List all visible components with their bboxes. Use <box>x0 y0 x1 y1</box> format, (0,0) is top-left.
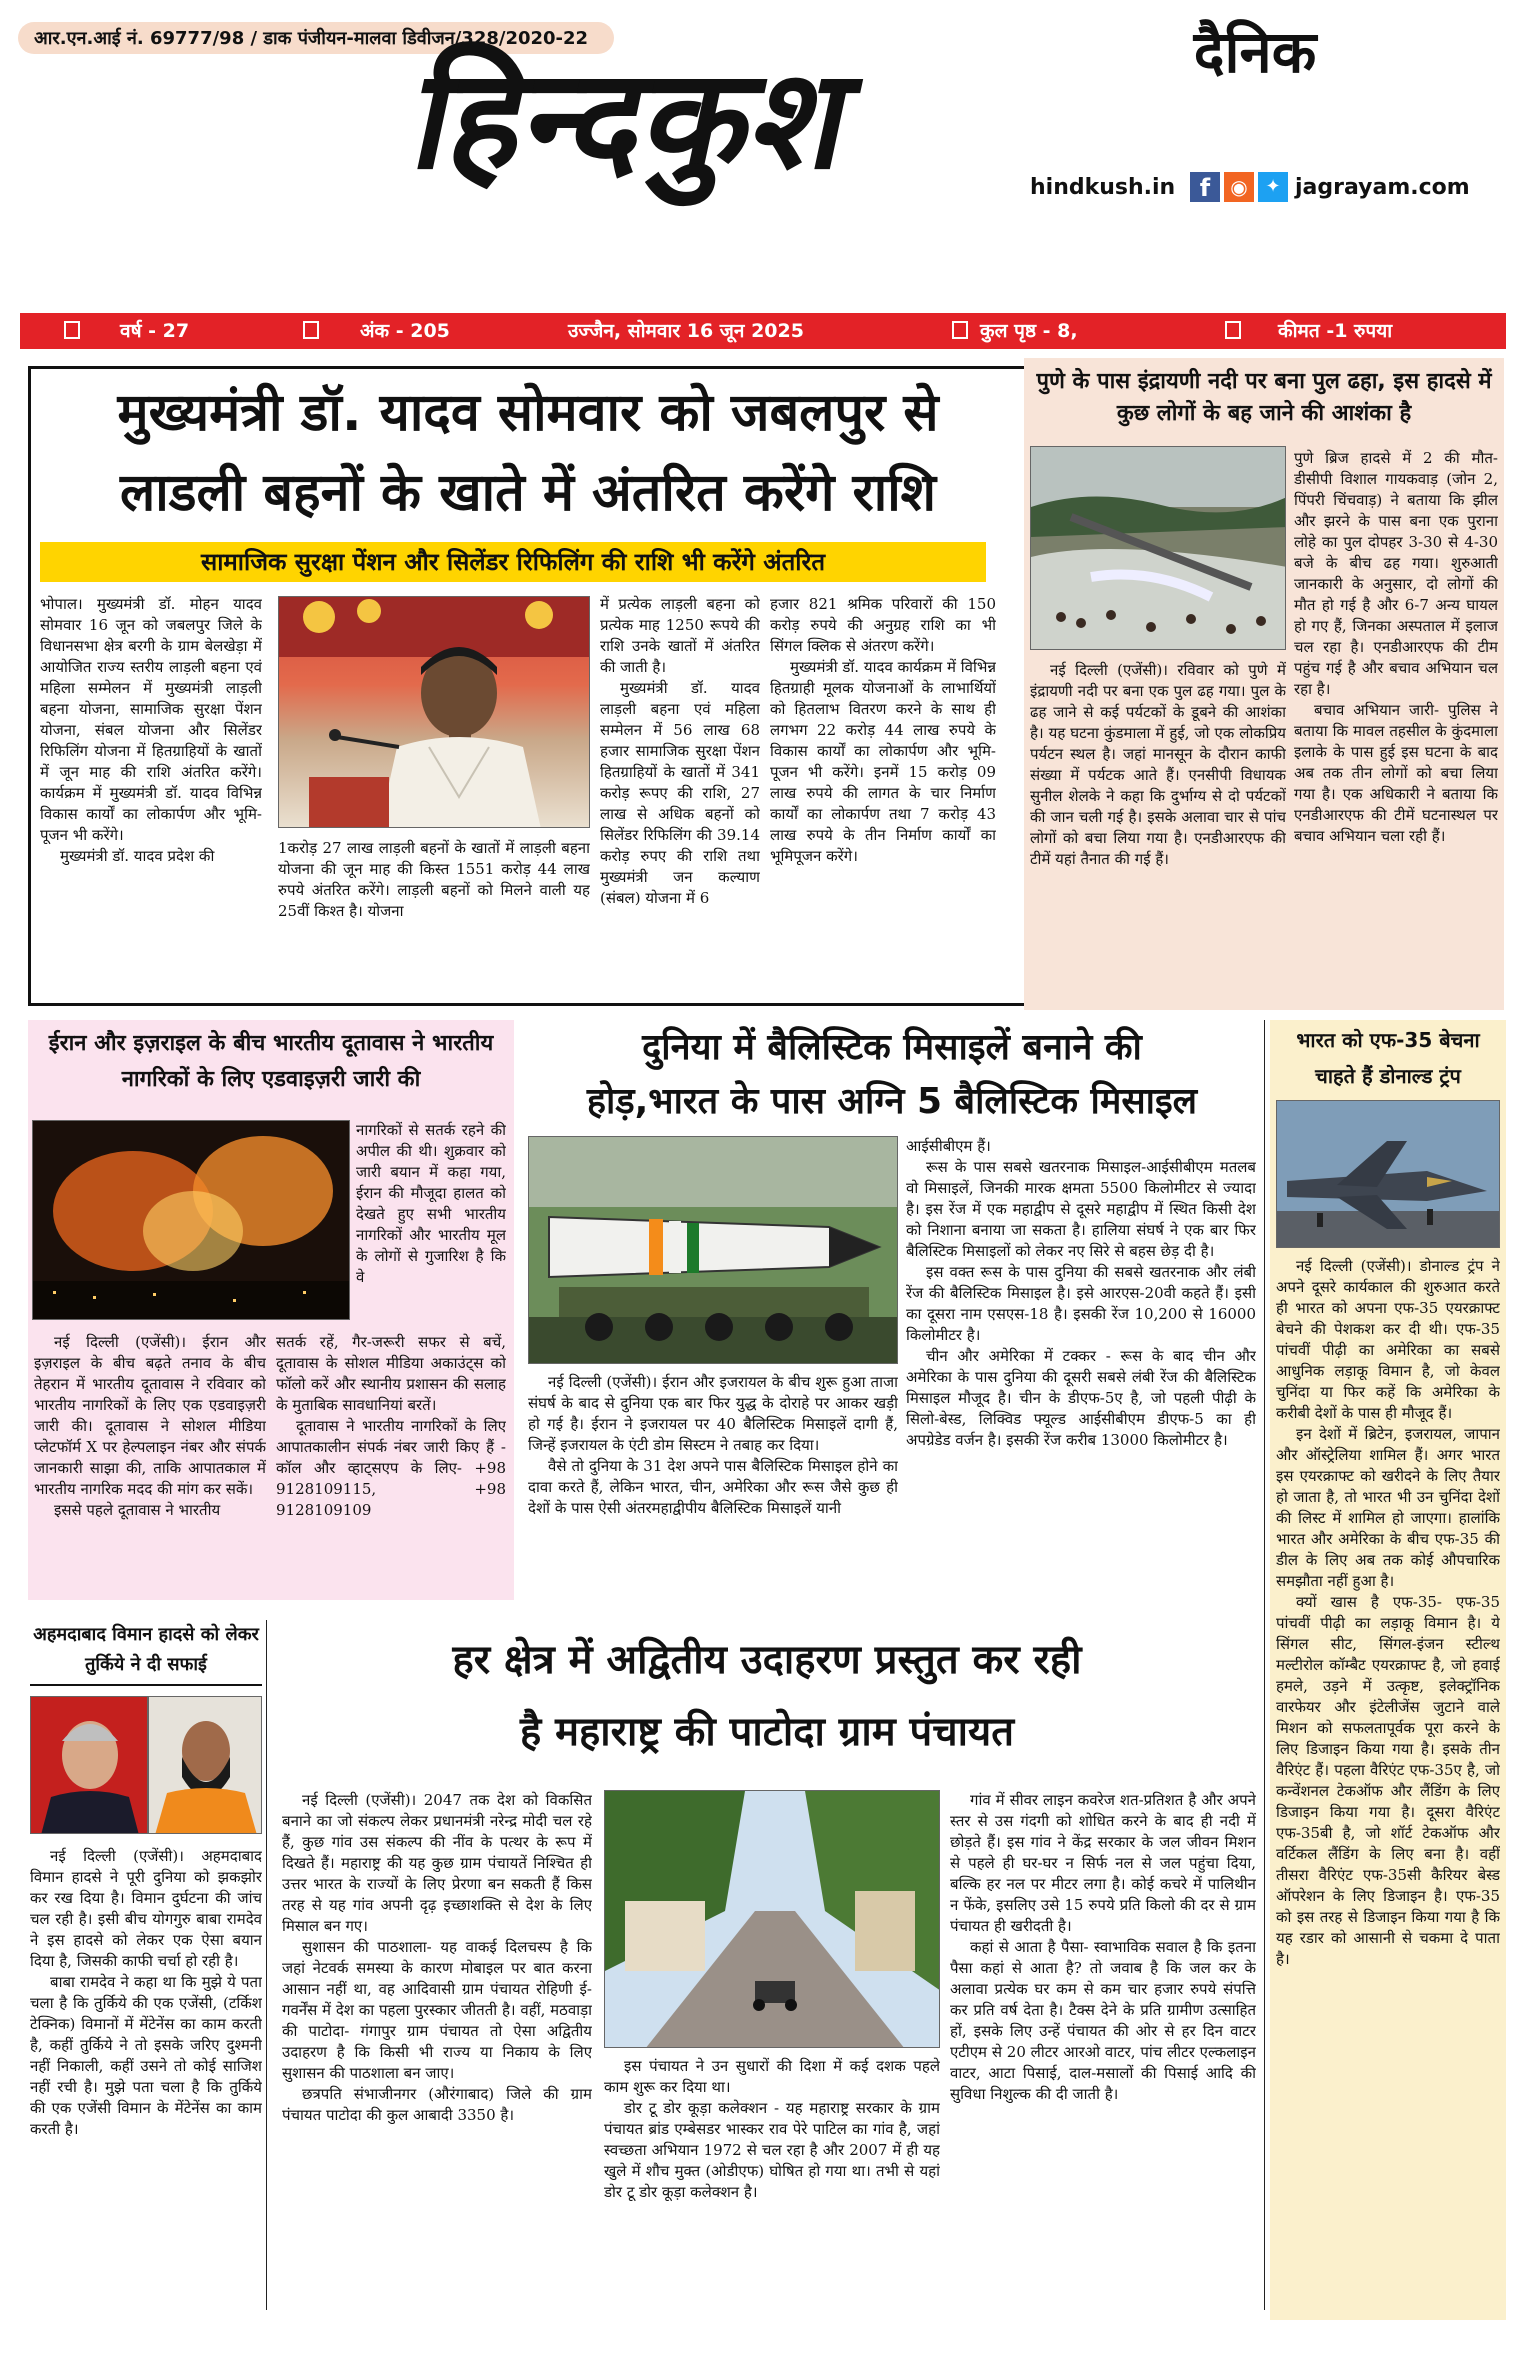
iran-explosion-photo <box>32 1120 350 1320</box>
patoda-col2: इस पंचायत ने उन सुधारों की दिशा में कई दशक पहले काम शुरू कर दिया था। डोर टू डोर कूड़ा कलेक्शन - यह महाराष्ट्र सरकार के ग्राम पंचायत ब्रांड एम्बेसडर भास्कर राव पेरे पाटिल का गांव है, जहां स्वच्छता अभियान 1972 से चल रहा है और 2007 में ही यह खुले में शौच मुक्त (ओडीएफ) घोषित हो गया था। तभी से यहां डोर टू डोर कूड़ा कलेक्शन है। <box>604 2057 940 2201</box>
missile-headline-line1: दुनिया में बैलिस्टिक मिसाइलें बनाने की <box>642 1027 1142 1068</box>
pune-lower-text: नई दिल्ली (एजेंसी)। रविवार को पुणे में इंद्रायणी नदी पर बना एक पुल ढह गया। पुल के ढह जाने से कई पर्यटकों के डूबने की आशंका है। यह घटना कुंडमाला में हुई, जो एक लोकप्रिय पर्यटन स्थल है। जहां मानसून के दौरान काफी संख्या में पर्यटक आते हैं। एनसीपी विधायक सुनील शेलके ने कहा कि दुर्भाग्य से दो पर्यटकों की जान चली गई है। इसके अलावा चार से पांच लोगों को बचा लिया गया है। एनडीआरएफ की टीमें यहां तैनात की गई हैं। <box>1030 661 1286 868</box>
agni-missile-photo <box>528 1136 898 1364</box>
f35-jet-photo <box>1276 1100 1500 1248</box>
info-bar <box>20 313 1506 349</box>
price-box-icon <box>1225 321 1241 339</box>
year-box-icon <box>64 321 80 339</box>
saffron-robed-man-illustration <box>149 1697 262 1834</box>
date-label: उज्जैन, सोमवार 16 जून 2025 <box>568 320 804 342</box>
lead-col3: में प्रत्येक लाड़ली बहना को प्रत्येक माह 1250 रूपये की राशि उनके खातों में अंतरित की जाती है। मुख्यमंत्री डॉ. यादव लाड़ली बहना एवं महिला सम्मेलन में 56 लाख 68 हजार सामाजिक सुरक्षा पेंशन हितग्राहियों के खातों में 341 करोड़ रूपए की राशि, 27 लाख से अधिक बहनों को सिलेंडर रिफिलिंग की 39.14 करोड़ रुपए की राशि तथा मुख्यमंत्री जन कल्याण (संबल) योजना में 6 <box>600 595 760 907</box>
pages-box-icon <box>952 321 968 339</box>
column-divider <box>1264 1020 1265 2310</box>
missile-left-text: नई दिल्ली (एजेंसी)। ईरान और इजरायल के बीच शुरू हुआ ताजा संघर्ष के बाद से दुनिया एक बार फिर युद्ध के दोराहे पर आकर खड़ी हो गई है। ईरान ने इजरायल पर 40 बैलिस्टिक मिसाइलें दागी हैं, जिन्हें इजरायल के एंटी डोम सिस्टम ने तबाह कर दिया। वैसे तो दुनिया के 31 देश अपने पास बैलिस्टिक मिसाइल होने का दावा करते हैं, लेकिन भारत, चीन, अमेरिका और रूस जैसे कुछ ही देशों के पास ऐसी अंतरमहाद्वीपीय बैलिस्टिक मिसाइलें यानी <box>528 1373 898 1517</box>
registration-text: आर.एन.आई नं. 69777/98 / डाक पंजीयन-मालवा डिवीजन/328/2020-22 <box>34 28 589 49</box>
patoda-headline-line1: हर क्षेत्र में अद्वितीय उदाहरण प्रस्तुत कर रही <box>452 1637 1082 1683</box>
fighter-jet-illustration <box>1277 1101 1500 1248</box>
ramdev-photo <box>148 1696 262 1834</box>
ahmedabad-text: नई दिल्ली (एजेंसी)। अहमदाबाद विमान हादसे ने पूरी दुनिया को झकझोर कर रख दिया है। विमान दुर्घटना की जांच चल रही है। इसी बीच योगगुरु बाबा रामदेव ने इस हादसे को लेकर एक ऐसा बयान दिया है, जिसकी काफी चर्चा हो रही है। बाबा रामदेव ने कहा था कि मुझे ये पता चला है कि तुर्किये की एक एजेंसी, (टर्किश टेक्निक) विमानों में मेंटेनेंस का काम करती है, कहीं तुर्किये ने तो इसके जरिए दुश्मनी नहीं निकाली, कहीं उसने तो कोई साजिश नहीं रची है। मुझे पता चला है कि तुर्किये की एक एजेंसी विमान के मेंटेनेंस का काम करती है। <box>30 1847 262 2138</box>
site-link-hindkush[interactable]: hindkush.in <box>1030 175 1176 200</box>
man-portrait-illustration <box>31 1697 148 1834</box>
rss-icon[interactable]: ◉ <box>1224 172 1254 202</box>
year-label: वर्ष - 27 <box>120 320 190 342</box>
missile-on-truck-illustration <box>529 1137 898 1364</box>
iran-side-text: नागरिकों से सतर्क रहने की अपील की थी। शुक्रवार को जारी बयान में कहा गया, ईरान की मौजूदा हालत को देखते हुए सभी भारतीय नागरिकों और भारतीय मूल के लोगों से गुजारिश है कि वे <box>356 1121 506 1286</box>
erdogan-photo <box>30 1696 148 1834</box>
newspaper-logo: हिन्दकुश <box>400 39 870 200</box>
iran-headline: ईरान और इज़राइल के बीच भारतीय दूतावास ने भारतीय नागरिकों के लिए एडवाइज़री जारी की <box>48 1031 494 1092</box>
lead-headline-line2: लाडली बहनों के खाते में अंतरित करेंगे राशि <box>119 463 937 523</box>
collapsed-bridge-illustration <box>1031 447 1286 650</box>
night-fire-illustration <box>33 1121 350 1320</box>
missile-headline-line2: होड़,भारत के पास अग्नि 5 बैलिस्टिक मिसाइल <box>586 1081 1198 1122</box>
iran-left-text: नई दिल्ली (एजेंसी)। ईरान और इज़राइल के बीच बढ़ते तनाव के बीच तेहरान में भारतीय दूतावास ने रविवार को भारतीय नागरिकों के लिए एक एडवाइज़री जारी की। दूतावास ने सोशल मीडिया प्लेटफॉर्म X पर हेल्पलाइन नंबर और संपर्क जानकारी साझा की, ताकि आपातकाल में भारतीय नागरिक मदद की मांग कर सकें। इससे पहले दूतावास ने भारतीय <box>34 1333 266 1519</box>
site-link-jagrayam[interactable]: jagrayam.com <box>1295 175 1470 200</box>
lead-photo <box>278 596 590 828</box>
issue-box-icon <box>303 321 319 339</box>
pune-headline: पुणे के पास इंद्रायणी नदी पर बना पुल ढहा, इस हादसे में कुछ लोगों के बह जाने की आशंका है <box>1036 369 1492 426</box>
lead-col1: भोपाल। मुख्यमंत्री डॉ. मोहन यादव सोमवार 16 जून को जबलपुर जिले के विधानसभा क्षेत्र बरगी के ग्राम बेलखेड़ा में आयोजित राज्य स्तरीय लाड़ली बहना एवं महिला सम्मेलन में मुख्यमंत्री लाड़ली बहना योजना, सामाजिक सुरक्षा पेंशन योजना, संबल योजना और सिलेंडर रिफिलिंग योजना में हितग्राहियों के खातों में जून माह की राशि अंतरित करेंगे। कार्यक्रम में मुख्यमंत्री डॉ. यादव विभिन्न विकास कार्यों का लोकार्पण और भूमि-पूजन भी करेंगे। मुख्यमंत्री डॉ. यादव प्रदेश की <box>40 595 262 865</box>
issue-label: अंक - 205 <box>360 320 450 342</box>
lead-col4: हजार 821 श्रमिक परिवारों की 150 करोड़ रुपये की अनुग्रह राशि का भी सिंगल क्लिक से अंतरण करेंगे। मुख्यमंत्री डॉ. यादव कार्यक्रम में विभिन्न हितग्राही मूलक योजनाओं के लाभार्थियों को हितलाभ वितरण करने के साथ ही लगभग 22 करोड़ 44 लाख रुपये के विकास कार्यों का लोकार्पण और भूमि-पूजन भी करेंगे। इनमें 15 करोड़ 09 लाख रुपये की लागत के चार निर्माण कार्यों का लोकार्पण तथा 7 करोड़ 43 लाख रुपये के तीन निर्माण कार्यों का भूमिपूजन करेंगे। <box>770 595 996 865</box>
lead-headline-line1: मुख्यमंत्री डॉ. यादव सोमवार को जबलपुर से <box>117 383 939 443</box>
lead-subheadline: सामाजिक सुरक्षा पेंशन और सिलेंडर रिफिलिंग की राशि भी करेंगे अंतरित <box>40 542 986 582</box>
missile-right-text: आईसीबीएम हैं। रूस के पास सबसे खतरनाक मिसाइल-आईसीबीएम मतलब वो मिसाइलें, जिनकी मारक क्षमता 5500 किलोमीटर से ज्यादा है। इस रेंज में एक महाद्वीप से दूसरे महाद्वीप में स्थित किसी देश को निशाना बनाया जा सकता है। हालिया संघर्ष ने एक बार फिर बैलिस्टिक मिसाइलों को लेकर नए सिरे से बहस छेड़ दी है। इस वक्त रूस के पास दुनिया की सबसे खतरनाक और लंबी रेंज की बैलिस्टिक मिसाइल है। इसे आरएस-20वी कहते हैं। इसी का दूसरा नाम एसएस-18 है। इसकी रेंज 10,200 से 16000 किलोमीटर है। चीन और अमेरिका में टक्कर - रूस के बाद चीन और अमेरिका के पास दुनिया की दूसरी सबसे लंबी रेंज की बैलिस्टिक मिसाइल मौजूद है। चीन के डीएफ-5ए है, जो पहली पीढ़ी के सिलो-बेस्ड, लिक्विड फ्यूल्ड आईसीबीएम डीएफ-5 का ही अपग्रेडेड वर्जन है। इसकी रेंज करीब 13000 किलोमीटर है। <box>906 1137 1256 1449</box>
ahmedabad-headline: अहमदाबाद विमान हादसे को लेकर तुर्किये ने दी सफाई <box>30 1620 262 1686</box>
daily-label: दैनिक <box>1193 18 1317 86</box>
lead-col2: 1करोड़ 27 लाख लाड़ली बहनों के खातों में लाड़ली बहना योजना की जून माह की किस्त 1551 करोड़ 44 लाख रुपये अंतरित करेंगे। लाड़ली बहनों को मिलने वाली यह 25वीं किश्त है। योजना <box>278 839 590 920</box>
price-label: कीमत -1 रुपया <box>1278 320 1393 342</box>
village-street-photo <box>604 1790 940 2048</box>
pune-side-text: पुणे ब्रिज हादसे में 2 की मौत- डीसीपी विशाल गायकवाड़ (जोन 2, पिंपरी चिंचवाड़) ने बताया कि झील और झरने के पास बना एक पुराना लोहे का पुल दोपहर 3-30 से 4-30 बजे के बीच ढह गया। शुरुआती जानकारी के अनुसार, दो लोगों की मौत हो गई है और 6-7 अन्य घायल हो गए हैं, जिनका अस्पताल में इलाज चल रहा है। एनडीआरएफ की टीम पहुंच गई है और बचाव अभियान चल रहा है। बचाव अभियान जारी- पुलिस ने बताया कि मावल तहसील के कुंदमाला इलाके के पास हुई इस घटना के बाद अब तक तीन लोगों को बचा लिया गया है। एक अधिकारी ने बताया कि एनडीआरएफ की टीमें घटनास्थल पर बचाव अभियान चला रही हैं। <box>1294 449 1498 845</box>
column-divider <box>266 1620 267 2310</box>
patoda-col1: नई दिल्ली (एजेंसी)। 2047 तक देश को विकसित बनाने का जो संकल्प लेकर प्रधानमंत्री नरेन्द्र मोदी चल रहे हैं, कुछ गांव उस संकल्प की नींव के पत्थर के रूप में दिखते हैं। महाराष्ट्र की यह कुछ ग्राम पंचायतें निश्चित ही उत्तर भारत के राज्यों के लिए प्रेरणा बन सकती हैं किस तरह से यह गांव अपनी दृढ़ इच्छाशक्ति से देश के लिए मिसाल बन गए। सुशासन की पाठशाला- यह वाकई दिलचस्प है कि जहां नेटवर्क समस्या के कारण मोबाइल पर बात करना आसान नहीं था, वह आदिवासी ग्राम पंचायत रोहिणी ई-गवर्नेंस में देश का पहला पुरस्कार जीतती है। वहीं, मठवाड़ा की पाटोदा- गंगापुर ग्राम पंचायत तो ऐसा अद्वितीय उदाहरण है कि किसी भी राज्य या निकाय के लिए सुशासन की पाठशाला बन जाए। छत्रपति संभाजीनगर (औरंगाबाद) जिले की ग्राम पंचायत पाटोदा की कुल आबादी 3350 है। <box>282 1791 592 2124</box>
twitter-icon[interactable]: ✦ <box>1258 172 1288 202</box>
iran-right-text: सतर्क रहें, गैर-जरूरी सफर से बचें, दूतावास के सोशल मीडिया अकाउंट्स को फॉलो करें और स्थानीय प्रशासन की सलाह के मुताबिक सावधानियां बरतें। दूतावास ने भारतीय नागरिकों के लिए आपातकालीन संपर्क नंबर जारी किए हैं - कॉल और व्हाट्सएप के लिए- +98 9128109115, +98 9128109109 <box>276 1333 506 1519</box>
pune-bridge-photo <box>1030 446 1286 650</box>
pages-label: कुल पृष्ठ - 8, <box>980 320 1078 342</box>
village-road-illustration <box>605 1791 940 2048</box>
patoda-col3: गांव में सीवर लाइन कवरेज शत-प्रतिशत है और अपने स्तर से उस गंदगी को शोधित करने के बाद ही नदी में छोड़ते हैं। इस गांव ने केंद्र सरकार के जल जीवन मिशन से पहले ही घर-घर न सिर्फ नल से जल पहुंचा दिया, बल्कि हर नल पर मीटर लगा है। कोई कचरे में पालिथीन न फेंके, इसलिए उसे 15 रुपये प्रति किलो की दर से ग्राम पंचायत ही खरीदती है। कहां से आता है पैसा- स्वाभाविक सवाल है कि इतना पैसा कहां से आता है? तो जवाब है कि जल कर के अलावा प्रत्येक घर कम से कम चार हजार रुपये संपत्ति कर प्रति वर्ष देता है। टैक्स देने के प्रति ग्रामीण उत्साहित हों, इसके लिए उन्हें पंचायत की ओर से हर दिन वाटर एटीएम से 20 लीटर आरओ वाटर, पांच लीटर एल्कलाइन वाटर, आटा पिसाई, दाल-मसालों की पिसाई आदि की सुविधा निशुल्क की दी जाती है। <box>950 1791 1256 2103</box>
f35-text: नई दिल्ली (एजेंसी)। डोनाल्ड ट्रंप ने अपने दूसरे कार्यकाल की शुरुआत करते ही भारत को अपना एफ-35 एयरक्राफ्ट बेचने की पेशकश कर दी थी। एफ-35 पांचवीं पीढ़ी का अमेरिका का सबसे आधुनिक लड़ाकू विमान है, जो केवल चुनिंदा या फिर कहें कि अमेरिका के करीबी देशों के पास ही मौजूद हैं। इन देशों में ब्रिटेन, इजरायल, जापान और ऑस्ट्रेलिया शामिल हैं। अगर भारत इस एयरक्राफ्ट को खरीदने के लिए तैयार हो जाता है, तो भारत भी उन चुनिंदा देशों की लिस्ट में शामिल हो जाएगा। हालांकि भारत और अमेरिका के बीच एफ-35 की डील के लिए अब तक कोई औपचारिक समझौता नहीं हुआ है। क्यों खास है एफ-35- एफ-35 पांचवीं पीढ़ी का लड़ाकू विमान है। ये सिंगल सीट, सिंगल-इंजन स्टील्थ मल्टीरोल कॉम्बैट एयरक्राफ्ट है, जो हवाई हमले, उड़ने में उत्कृष्ट, इलेक्ट्रॉनिक वारफेयर और इंटेलीजेंस जुटाने वाले मिशन को सफलतापूर्वक पूरा करने के लिए डिजाइन किया गया है। इसके तीन वैरिएंट हैं। पहला वैरिएंट एफ-35ए है, जो कन्वेंशनल टेकऑफ और लैंडिंग के लिए डिजाइन किया गया है। दूसरा वैरिएंट एफ-35बी है, जो शॉर्ट टेकऑफ और वर्टिकल लैंडिंग के लिए बना है। वहीं तीसरा वैरिएंट एफ-35सी कैरियर बेस्ड ऑपरेशन के लिए डिजाइन है। एफ-35 को इस तरह से डिजाइन किया गया है कि यह रडार को आसानी से चकमा दे पाता है। <box>1276 1257 1500 1968</box>
f35-headline: भारत को एफ-35 बेचना चाहते हैं डोनाल्ड ट्रंप <box>1296 1028 1480 1088</box>
facebook-icon[interactable]: f <box>1190 172 1220 202</box>
chief-minister-at-podium-illustration <box>279 597 590 828</box>
patoda-headline-line2: है महाराष्ट्र की पाटोदा ग्राम पंचायत <box>519 1709 1015 1755</box>
